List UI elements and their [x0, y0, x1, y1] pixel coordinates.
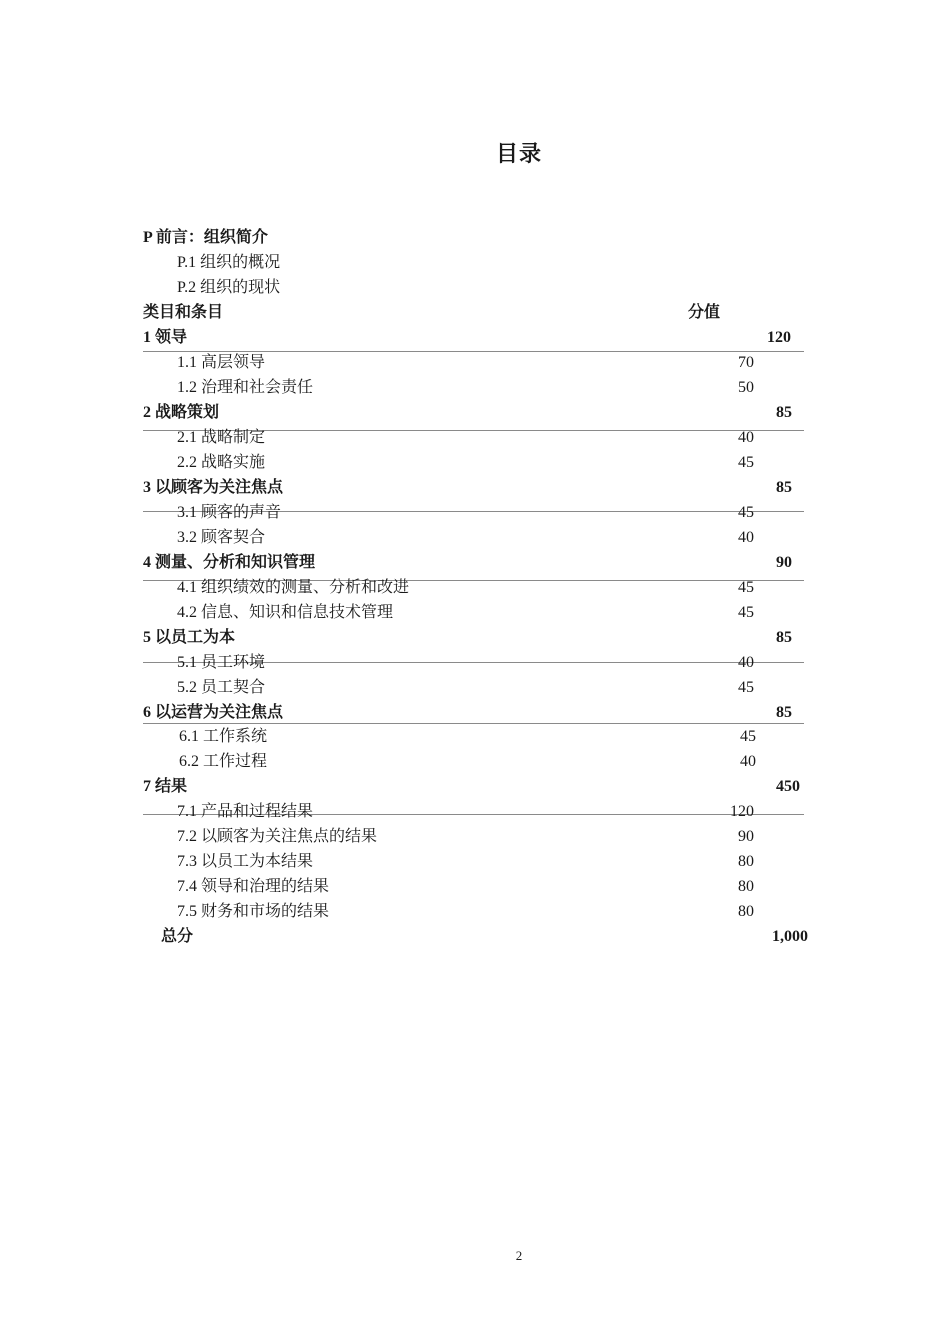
item-label: 7.2 以顾客为关注焦点的结果 — [177, 828, 378, 845]
category-label: 7 结果 — [143, 778, 188, 795]
item-score: 40 — [738, 529, 754, 546]
category-label: 4 测量、分析和知识管理 — [143, 554, 316, 571]
item-score: 50 — [738, 379, 754, 396]
item-score: 80 — [738, 903, 754, 920]
preface-item-row — [0, 250, 950, 275]
total-label: 总分 — [161, 928, 194, 945]
item-row — [0, 600, 950, 625]
preface-item-row — [0, 275, 950, 300]
category-score: 120 — [767, 329, 791, 346]
category-label: 2 战略策划 — [143, 404, 220, 421]
item-label: 3.2 顾客契合 — [177, 529, 266, 546]
preface-heading: P 前言：组织简介 — [143, 229, 268, 246]
score-column-header: 分值 — [688, 304, 721, 321]
item-label: 7.4 领导和治理的结果 — [177, 878, 330, 895]
item-row — [0, 824, 950, 849]
item-score: 40 — [738, 429, 754, 446]
item-score: 45 — [738, 679, 754, 696]
item-label: 7.5 财务和市场的结果 — [177, 903, 330, 920]
preface-item-label: P.2 组织的现状 — [177, 279, 281, 296]
category-label: 1 领导 — [143, 329, 188, 346]
total-row — [0, 924, 950, 949]
page-title: 目录 — [495, 142, 542, 167]
category-row — [0, 774, 950, 799]
preface-item-label: P.1 组织的概况 — [177, 254, 281, 271]
item-score: 40 — [738, 654, 754, 671]
item-score: 45 — [740, 728, 756, 745]
item-label: 6.1 工作系统 — [179, 728, 268, 745]
item-label: 7.3 以员工为本结果 — [177, 853, 314, 870]
category-label: 3 以顾客为关注焦点 — [143, 479, 284, 496]
item-score: 45 — [738, 579, 754, 596]
category-score: 85 — [776, 629, 792, 646]
category-column-header: 类目和条目 — [143, 304, 224, 321]
item-row — [0, 749, 950, 774]
category-score: 450 — [776, 778, 800, 795]
item-label: 5.1 员工环境 — [177, 654, 266, 671]
item-row — [0, 650, 950, 675]
item-score: 45 — [738, 604, 754, 621]
column-header-row — [0, 300, 950, 325]
item-label: 7.1 产品和过程结果 — [177, 803, 314, 820]
item-row — [0, 724, 950, 749]
category-row — [0, 625, 950, 650]
item-score: 80 — [738, 853, 754, 870]
item-row — [0, 575, 950, 600]
item-score: 45 — [738, 504, 754, 521]
category-score: 85 — [776, 479, 792, 496]
item-label: 2.2 战略实施 — [177, 454, 266, 471]
item-label: 1.2 治理和社会责任 — [177, 379, 314, 396]
preface-heading-row — [0, 225, 950, 250]
item-score: 45 — [738, 454, 754, 471]
item-score: 80 — [738, 878, 754, 895]
item-row — [0, 849, 950, 874]
item-score: 40 — [740, 753, 756, 770]
item-row — [0, 500, 950, 525]
item-row — [0, 425, 950, 450]
item-label: 2.1 战略制定 — [177, 429, 266, 446]
category-row — [0, 400, 950, 425]
category-score: 85 — [776, 404, 792, 421]
category-label: 5 以员工为本 — [143, 629, 236, 646]
category-row — [0, 550, 950, 575]
category-score: 85 — [776, 704, 792, 721]
page-number: 2 — [515, 1248, 523, 1263]
item-row — [0, 799, 950, 824]
item-label: 4.2 信息、知识和信息技术管理 — [177, 604, 394, 621]
item-label: 5.2 员工契合 — [177, 679, 266, 696]
category-row — [0, 700, 950, 725]
item-label: 6.2 工作过程 — [179, 753, 268, 770]
item-row — [0, 525, 950, 550]
item-row — [0, 375, 950, 400]
item-row — [0, 874, 950, 899]
category-row — [0, 475, 950, 500]
item-label: 1.1 高层领导 — [177, 354, 266, 371]
item-row — [0, 899, 950, 924]
item-row — [0, 350, 950, 375]
item-label: 4.1 组织绩效的测量、分析和改进 — [177, 579, 410, 596]
item-row — [0, 675, 950, 700]
total-score: 1,000 — [772, 928, 808, 945]
item-label: 3.1 顾客的声音 — [177, 504, 282, 521]
category-label: 6 以运营为关注焦点 — [143, 704, 284, 721]
category-score: 90 — [776, 554, 792, 571]
item-score: 90 — [738, 828, 754, 845]
category-row — [0, 325, 950, 350]
item-score: 70 — [738, 354, 754, 371]
item-row — [0, 450, 950, 475]
item-score: 120 — [730, 803, 754, 820]
